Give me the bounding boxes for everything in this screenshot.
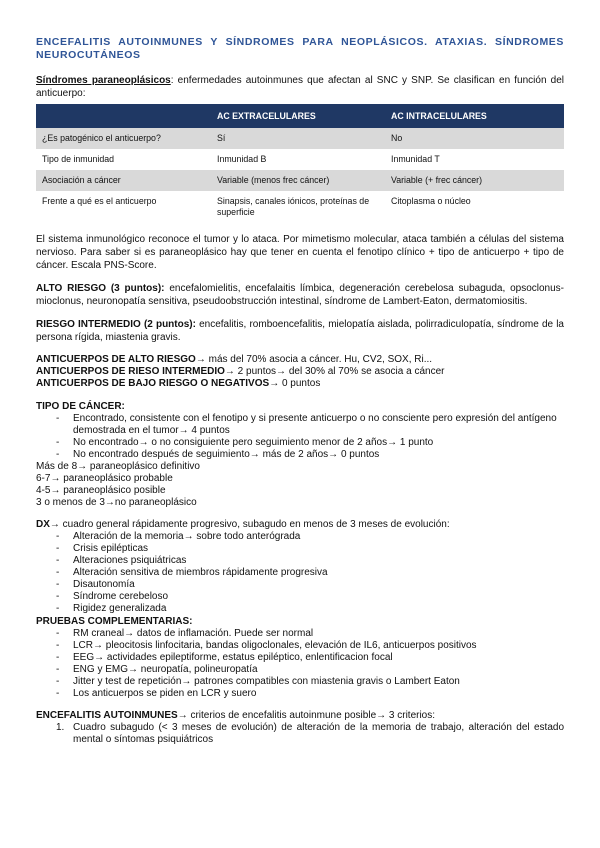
list-item: - Alteración sensitiva de miembros rápidamente progresiva — [56, 567, 564, 579]
antibody-risk-label: ANTICUERPOS DE RIESO INTERMEDIO — [36, 366, 225, 377]
list-item: - Encontrado, consistente con el fenotipo y si presente anticuerpo o no consciente pero expresión del antígeno demostrada en el tumor→ 4 puntos — [56, 413, 564, 437]
list-item: - No encontrado después de seguimiento→ más de 2 años→ 0 puntos — [56, 449, 564, 461]
table-cell: Inmunidad T — [385, 149, 564, 170]
dx-text: → cuadro general rápidamente progresivo, subagudo en menos de 3 meses de evolución: — [49, 519, 450, 530]
mid-risk-text: encefalitis, romboencefalitis, mielopatía aislada, polirradiculopatía, síndrome de la persona rígida, miastenia gravis. — [36, 319, 564, 343]
encephalitis-text: → criterios de encefalitis autoinmune posible→ 3 criterios: — [177, 710, 436, 721]
table-header-cell: AC EXTRACELULARES — [211, 104, 385, 128]
dx-list — [36, 531, 564, 615]
immune-paragraph: El sistema inmunológico reconoce el tumor y lo ataca. Por mimetismo molecular, ataca también a células del sistema nervioso. Para saber si es paraneoplásico hay que tener en cuenta el fenotipo clínico + tipo de anticuerpo + tipo de cáncer. Escala PNS-Score. — [36, 234, 564, 271]
list-item-text: Cuadro subagudo (< 3 meses de evolución) de alteración de la memoria de trabajo, alteración del estado mental o síntomas psiquiátricos — [73, 722, 564, 745]
list-item: - Síndrome cerebeloso — [56, 591, 564, 603]
list-item: - No encontrado→ o no consiguiente pero seguimiento menor de 2 años→ 1 punto — [56, 437, 564, 449]
table-cell: ¿Es patogénico el anticuerpo? — [36, 128, 211, 149]
antibody-risk-text: → 2 puntos→ del 30% al 70% se asocia a cáncer — [224, 366, 445, 377]
table-row — [36, 191, 564, 223]
list-item: - EEG→ actividades epileptiforme, estatus epiléptico, enlentificacion focal — [56, 652, 564, 664]
dx-label: DX — [36, 519, 50, 530]
cancer-heading: TIPO DE CÁNCER: — [36, 401, 125, 412]
antibody-risk-text: → 0 puntos — [269, 378, 321, 389]
score-line: Más de 8→ paraneoplásico definitivo — [36, 461, 200, 472]
table-cell: Inmunidad B — [211, 149, 385, 170]
list-item: - LCR→ pleocitosis linfocitaria, bandas oligoclonales, elevación de IL6, anticuerpos positivos — [56, 640, 564, 652]
list-item: - Jitter y test de repetición→ patrones compatibles con miastenia gravis o Lambert Eaton — [56, 676, 564, 688]
document-title: ENCEFALITIS AUTOINMUNES Y SÍNDROMES PARA NEOPLÁSICOS. ATAXIAS. SÍNDROMES NEUROCUTÁNEOS — [36, 36, 564, 61]
antibody-risk-list — [36, 354, 564, 390]
antibody-risk-line — [36, 354, 564, 366]
tests-list — [36, 628, 564, 700]
intro-paragraph — [36, 74, 564, 100]
table-cell: No — [385, 128, 564, 149]
score-line: 6-7→ paraneoplásico probable — [36, 473, 173, 484]
table-header-row — [36, 104, 564, 128]
table-header-cell — [36, 104, 211, 128]
table-cell: Asociación a cáncer — [36, 170, 211, 191]
mid-risk-label: RIESGO INTERMEDIO (2 puntos): — [36, 319, 196, 330]
encephalitis-label: ENCEFALITIS AUTOINMUNES — [36, 710, 178, 721]
high-risk-text: encefalomielitis, encefalaitis límbica, degeneración cerebelosa subaguda, opsoclonus-mioclonus, neuronopatía sensitiva, pseudoobstrucción intestinal, síndrome de Lambert-Eaton, dermatomiositis. — [36, 283, 564, 307]
table-cell: Variable (menos frec cáncer) — [211, 170, 385, 191]
encephalitis-line — [36, 710, 564, 722]
table-cell: Sinapsis, canales iónicos, proteínas de superficie — [211, 191, 385, 223]
table-row — [36, 149, 564, 170]
antibody-risk-label: ANTICUERPOS DE ALTO RIESGO — [36, 354, 196, 365]
list-item: - Alteración de la memoria→ sobre todo anterógrada — [56, 531, 564, 543]
antibody-risk-label: ANTICUERPOS DE BAJO RIESGO O NEGATIVOS — [36, 378, 270, 389]
list-item: - Disautonomía — [56, 579, 564, 591]
table-cell: Sí — [211, 128, 385, 149]
list-item: - ENG y EMG→ neuropatía, polineuropatía — [56, 664, 564, 676]
table-cell: Tipo de inmunidad — [36, 149, 211, 170]
list-item: - Crisis epilépticas — [56, 543, 564, 555]
high-risk-label: ALTO RIESGO (3 puntos): — [36, 283, 165, 294]
list-item: - Alteraciones psiquiátricas — [56, 555, 564, 567]
table-cell: Variable (+ frec cáncer) — [385, 170, 564, 191]
score-line: 3 o menos de 3→no paraneoplásico — [36, 497, 197, 508]
table-row — [36, 128, 564, 149]
score-line: 4-5→ paraneoplásico posible — [36, 485, 166, 496]
antibody-table — [36, 104, 564, 223]
list-item — [56, 722, 564, 746]
high-risk-paragraph — [36, 282, 564, 308]
table-cell: Frente a qué es el anticuerpo — [36, 191, 211, 223]
list-item: - Los anticuerpos se piden en LCR y suero — [56, 688, 564, 700]
list-item: - RM craneal→ datos de inflamación. Puede ser normal — [56, 628, 564, 640]
table-cell: Citoplasma o núcleo — [385, 191, 564, 223]
list-item: - Rigidez generalizada — [56, 603, 564, 615]
encephalitis-criteria-list — [36, 722, 564, 746]
table-header-cell: AC INTRACELULARES — [385, 104, 564, 128]
list-number: 1. — [56, 722, 65, 733]
cancer-list — [36, 413, 564, 461]
tests-heading: PRUEBAS COMPLEMENTARIAS: — [36, 616, 193, 627]
antibody-risk-text: → más del 70% asocia a cáncer. Hu, CV2, SOX, Ri... — [195, 354, 433, 365]
intro-term: Síndromes paraneoplásicos — [36, 75, 171, 86]
antibody-risk-line — [36, 378, 564, 390]
antibody-risk-line — [36, 366, 564, 378]
intro-text: : enfermedades autoinmunes que afectan al SNC y SNP. Se clasifican en función del anticuerpo: — [36, 75, 564, 99]
table-row — [36, 170, 564, 191]
dx-line — [36, 519, 564, 531]
mid-risk-paragraph — [36, 318, 564, 344]
